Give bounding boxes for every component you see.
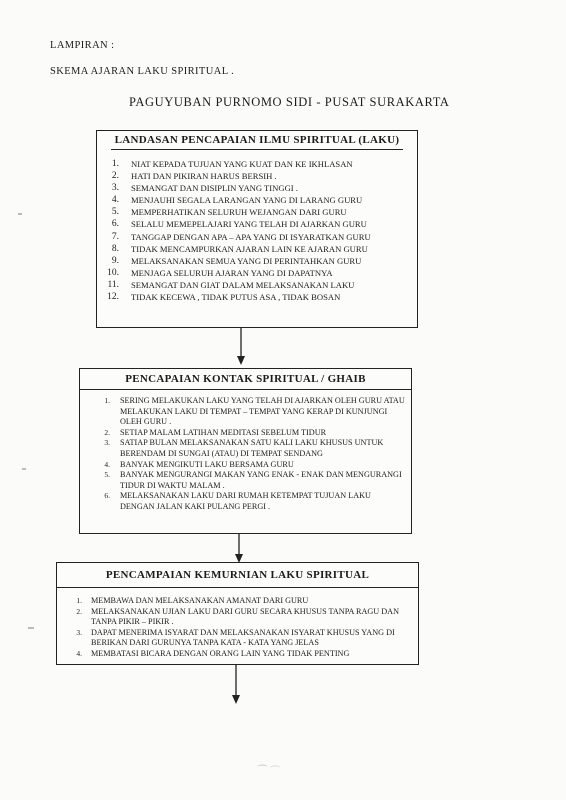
spiritual-foundation-box [96,130,418,328]
item-text: DAPAT MENERIMA ISYARAT DAN MELAKSANAKAN ISYARAT KHUSUS YANG DI BERIKAN DARI GURUNYA TANPA KATA - KATA YANG JELAS [91,627,395,648]
item-text: SEMANGAT DAN GIAT DALAM MELAKSANAKAN LAKU [131,279,355,290]
item-text: MEMPERHATIKAN SELURUH WEJANGAN DARI GURU [131,207,347,218]
scan-speck [28,627,34,629]
item-number: 12. [107,292,119,303]
down-arrow-icon [236,328,246,366]
item-number: 2. [76,606,82,616]
item-text: BANYAK MENGURANGI MAKAN YANG ENAK - ENAK DAN MENGURANGI TIDUR DI WAKTU MALAM . [120,470,402,490]
box-title: PENCAMPAIAN KEMURNIAN LAKU SPIRITUAL [57,563,418,588]
item-number: 5. [104,470,110,480]
list-item [80,460,406,471]
list-item [97,206,417,218]
item-number: 10. [107,267,119,278]
list-item [80,396,406,428]
item-number: 4. [76,648,82,658]
list-item [97,243,417,255]
item-text: MENJAGA SELURUH AJARAN YANG DI DAPATNYA [131,267,333,278]
spiritual-contact-box [79,368,412,534]
scan-smudge: ⁀ ⌒ [258,766,281,778]
scan-speck [18,213,22,215]
list-item [97,267,417,279]
item-number: 3. [111,183,119,194]
item-text: TIDAK KECEWA , TIDAK PUTUS ASA , TIDAK BOSAN [131,292,341,303]
list-item [57,649,409,660]
item-text: MELAKSANAKAN UJIAN LAKU DARI GURU SECARA KHUSUS TANPA RAGU DAN TANPA PIKIR – PIKIR . [91,606,399,627]
item-list [80,390,411,513]
item-number: 6. [104,491,110,501]
item-number: 1. [111,159,119,169]
item-text: SATIAP BULAN MELAKSANAKAN SATU KALI LAKU KHUSUS UNTUK BERENDAM DI SUNGAI (ATAU) DI TEMPAT SENDANG [120,438,384,458]
down-arrow-icon [234,534,244,564]
list-item [97,182,417,194]
item-number: 3. [76,627,82,637]
list-item [80,470,406,491]
scan-speck [22,468,26,470]
item-text: TIDAK MENCAMPURKAN AJARAN LAIN KE AJARAN GURU [131,243,368,254]
item-number: 11. [107,279,119,290]
item-list [57,588,418,660]
list-item [97,255,417,267]
item-text: TANGGAP DENGAN APA – APA YANG DI ISYARATKAN GURU [131,231,371,242]
item-text: MELAKSANAKAN SEMUA YANG DI PERINTAHKAN GURU [131,255,362,266]
list-item [97,194,417,206]
item-number: 1. [76,596,82,605]
list-item [57,607,409,628]
item-text: SELALU MEMEPELAJARI YANG TELAH DI AJARKAN GURU [131,219,367,230]
item-text: MEMBAWA DAN MELAKSANAKAN AMANAT DARI GURU [91,596,309,605]
item-number: 1. [104,396,110,405]
item-text: BANYAK MENGIKUTI LAKU BERSAMA GURU [120,459,294,469]
item-text: MENJAUHI SEGALA LARANGAN YANG DI LARANG GURU [131,195,363,206]
list-item [80,428,406,439]
list-item [97,218,417,230]
item-number: 4. [104,459,110,469]
organization-heading: PAGUYUBAN PURNOMO SIDI - PUSAT SURAKARTA [129,95,450,109]
list-item [97,158,417,170]
item-text: MELAKSANAKAN LAKU DARI RUMAH KETEMPAT TUJUAN LAKU DENGAN JALAN KAKI PULANG PERGI . [120,491,371,511]
scheme-title: SKEMA AJARAN LAKU SPIRITUAL . [50,66,235,77]
item-number: 6. [111,219,119,230]
list-item [97,231,417,243]
item-number: 4. [111,195,119,206]
box-title: LANDASAN PENCAPAIAN ILMU SPIRITUAL (LAKU) [111,131,403,150]
item-text: NIAT KEPADA TUJUAN YANG KUAT DAN KE IKHLASAN [131,159,353,169]
list-item [97,170,417,182]
item-text: SETIAP MALAM LATIHAN MEDITASI SEBELUM TIDUR [120,427,327,437]
item-number: 9. [111,255,119,266]
item-number: 2. [104,427,110,437]
item-number: 8. [111,243,119,254]
item-number: 7. [111,231,119,242]
spiritual-purity-box [56,562,419,665]
list-item [80,491,406,512]
item-list [97,150,417,303]
item-text: HATI DAN PIKIRAN HARUS BERSIH . [131,171,277,182]
list-item [57,628,409,649]
list-item [80,438,406,459]
box-title: PENCAPAIAN KONTAK SPIRITUAL / GHAIB [80,369,411,390]
list-item [57,596,409,607]
item-number: 2. [111,171,119,182]
item-number: 3. [104,438,110,448]
item-text: MEMBATASI BICARA DENGAN ORANG LAIN YANG TIDAK PENTING [91,648,350,658]
item-text: SERING MELAKUKAN LAKU YANG TELAH DI AJARKAN OLEH GURU ATAU MELAKUKAN LAKU DI TEMPAT – TEMPAT YANG KERAP DI KUNJUNGI OLEH GURU . [120,396,405,427]
list-item [97,279,417,291]
down-arrow-icon [231,665,241,705]
lampiran-label: LAMPIRAN : [50,40,115,51]
item-text: SEMANGAT DAN DISIPLIN YANG TINGGI . [131,183,298,194]
list-item [97,291,417,303]
item-number: 5. [111,207,119,218]
